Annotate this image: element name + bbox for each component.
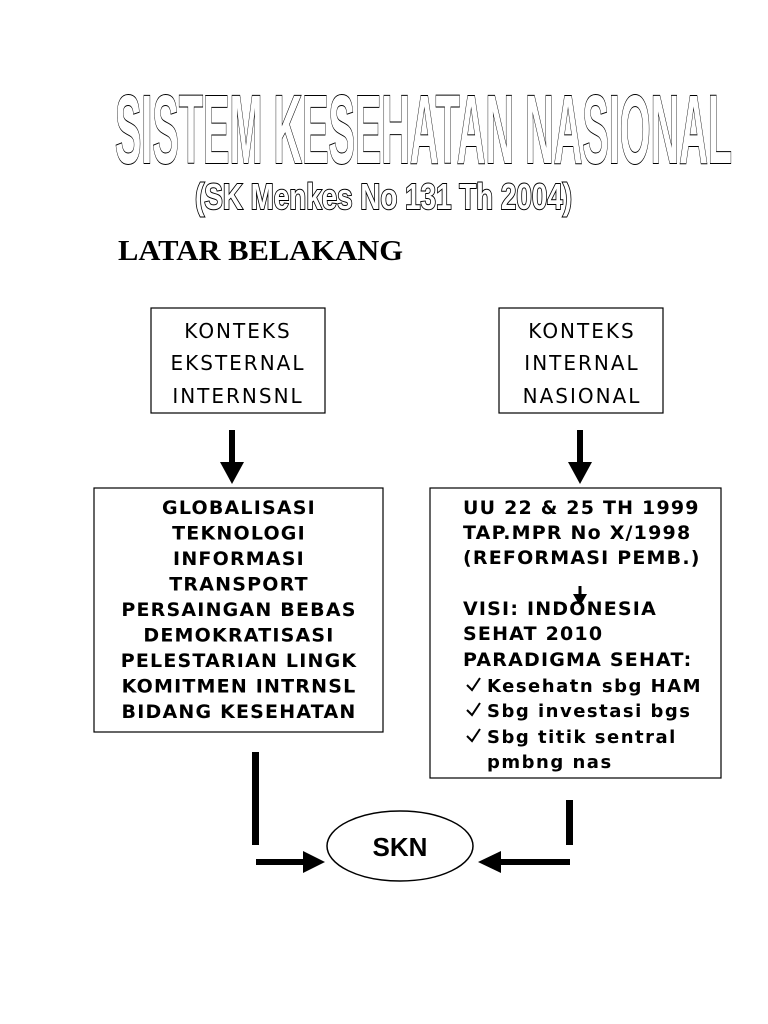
section-heading: LATAR BELAKANG (118, 236, 404, 267)
vision-line: SEHAT 2010 (463, 623, 604, 645)
internal-context-line: KONTEKS (528, 319, 636, 343)
external-factor-item: TEKNOLOGI (172, 522, 306, 545)
connector-line (252, 752, 259, 845)
legal-basis-line: (REFORMASI PEMB.) (463, 547, 701, 569)
external-factors-box (94, 488, 383, 732)
external-factor-item: INFORMASI (173, 548, 305, 570)
external-context-line: INTERNSNL (172, 384, 304, 408)
paradigm-point-text: Sbg titik sentral (487, 727, 677, 748)
internal-factors-box (430, 488, 721, 778)
paradigm-point-text: pmbng nas (487, 752, 613, 773)
vision-line: PARADIGMA SEHAT: (463, 649, 693, 671)
internal-context-line: INTERNAL (524, 351, 640, 375)
legal-basis-line: TAP.MPR No X/1998 (463, 522, 692, 544)
page-title: SISTEM KESEHATAN NASIONAL (115, 75, 732, 184)
external-factor-item: KOMITMEN INTRNSL (121, 675, 357, 698)
paradigm-point-text: Sbg investasi bgs (487, 701, 692, 722)
internal-context-line: NASIONAL (522, 384, 642, 408)
outcome-label: SKN (372, 832, 428, 862)
vision-line: VISI: INDONESIA (463, 598, 657, 620)
external-factor-item: DEMOKRATISASI (143, 624, 335, 647)
external-factor-item: BIDANG KESEHATAN (121, 701, 357, 723)
legal-basis-line: UU 22 & 25 TH 1999 (463, 497, 700, 519)
paradigm-point (467, 676, 702, 697)
external-factor-item: PELESTARIAN LINGK (120, 650, 358, 672)
connector-line (566, 800, 573, 845)
external-context-line: KONTEKS (184, 319, 292, 343)
external-factor-item: PERSAINGAN BEBAS (121, 599, 357, 621)
paradigm-point (467, 701, 692, 722)
internal-context-box (499, 308, 663, 413)
paradigm-point-text: Kesehatn sbg HAM (487, 676, 703, 697)
external-context-box (151, 308, 325, 413)
outcome-node (327, 811, 473, 881)
external-factor-item: GLOBALISASI (162, 497, 316, 519)
external-factor-item: TRANSPORT (169, 573, 309, 596)
external-context-line: EKSTERNAL (170, 351, 306, 375)
page-subtitle: (SK Menkes No 131 Th 2004) (195, 176, 572, 217)
